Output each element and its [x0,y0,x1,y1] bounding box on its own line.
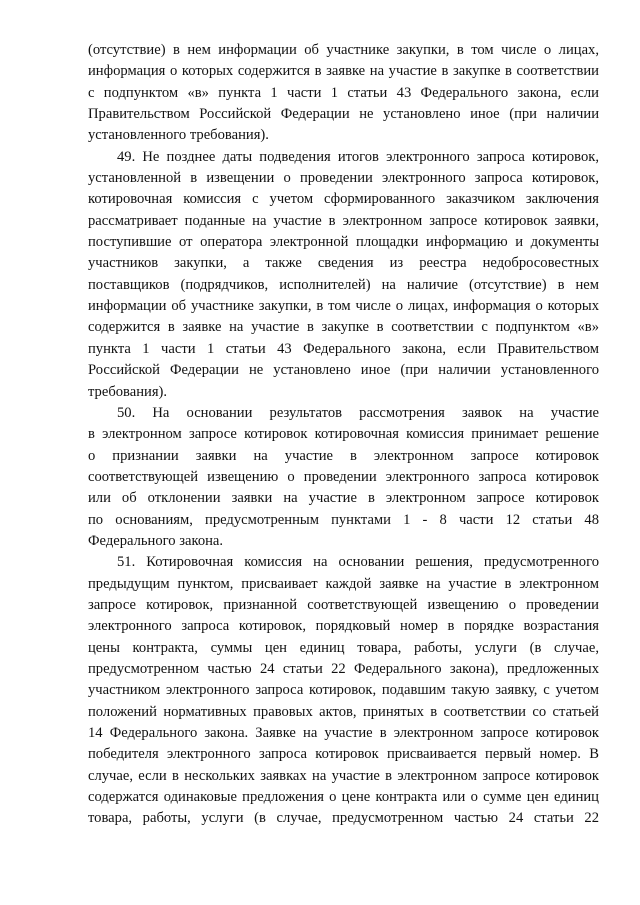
text-line: содержатся одинаковые предложения о цене контракта или о сумме цен единиц [88,789,599,806]
paragraph-49 [88,147,599,403]
text-line: Правительством Российской Федерации не установлено иное (при наличии [88,106,599,123]
text-line: положений нормативных правовых актов, принятых в соответствии со статьей [88,703,599,720]
text-line: пункта 1 части 1 статьи 43 Федерального закона, если Правительством [88,340,599,357]
text-line: требования). [88,383,168,400]
text-line: соответствующей извещению о проведении электронного запроса котировок [88,468,599,485]
text-line: содержится в заявке на участие в закупке в соответствии с подпунктом «в» [88,319,599,336]
text-line: (отсутствие) в нем информации об участнике закупки, в том числе о лицах, [88,42,599,58]
text-line: участников закупки, а также сведения из реестра недобросовестных [88,255,599,272]
paragraph-continuation [88,40,599,147]
text-line: товара, работы, услуги (в случае, предусмотренном частью 24 статьи 22 [88,810,599,827]
text-line: электронного запроса котировок, порядковый номер в порядке возрастания [88,618,599,635]
paragraph-50 [88,403,599,552]
text-line: Федерального закона. [88,532,224,549]
text-line: случае, если в нескольких заявках на участие в электронном запросе котировок [88,767,599,784]
text-line: 49. Не позднее даты подведения итогов электронного запроса котировок, [117,148,599,165]
text-line: 51. Котировочная комиссия на основании решения, предусмотренного [117,554,599,571]
text-line: запросе котировок, признанной соответствующей извещению о проведении [88,596,599,613]
text-line: по основаниям, предусмотренным пунктами 1 - 8 части 12 статьи 48 [88,511,599,528]
text-line: поставщиков (подрядчиков, исполнителей) на наличие (отсутствие) в нем [88,276,599,293]
text-line: информации об участнике закупки, в том числе о лицах, информация о которых [88,298,599,315]
text-line: 14 Федерального закона. Заявке на участие в электронном запросе котировок [88,725,599,741]
text-line: участником электронного запроса котировок, подавшим такую заявку, с учетом [88,682,599,699]
text-line: Российской Федерации не установлено иное (при наличии установленного [88,362,599,379]
text-line: предыдущим пунктом, присваивает каждой заявке на участие в электронном [88,575,599,592]
text-line: о признании заявки на участие в электронном запросе котировок [88,447,599,464]
text-line: установленного требования). [88,127,269,144]
text-line: информация о которых содержится в заявке на участие в закупке в соответствии [88,63,599,80]
text-line: цены контракта, суммы цен единиц товара, работы, услуги (в случае, [88,639,599,656]
text-line: установленной в извещении о проведении электронного запроса котировок, [88,170,599,187]
text-line: котировочная комиссия с учетом сформированного заказчиком заключения [88,191,599,208]
text-line: победителя электронного запроса котировок присваивается первый номер. В [88,746,599,763]
text-line: с подпунктом «в» пункта 1 части 1 статьи 43 Федерального закона, если [88,84,599,101]
text-line: в электронном запросе котировок котировочная комиссия принимает решение [88,426,599,443]
paragraph-51 [88,552,599,829]
text-line: поступившие от оператора электронной площадки информацию и документы [88,234,599,251]
text-line: или об отклонении заявки на участие в электронном запросе котировок [88,490,599,507]
text-line: 50. На основании результатов рассмотрения заявок на участие [117,404,599,421]
text-line: рассматривает поданные на участие в электронном запросе котировок заявки, [88,212,599,229]
text-line: предусмотренном частью 24 статьи 22 Федерального закона), предложенных [88,660,599,677]
